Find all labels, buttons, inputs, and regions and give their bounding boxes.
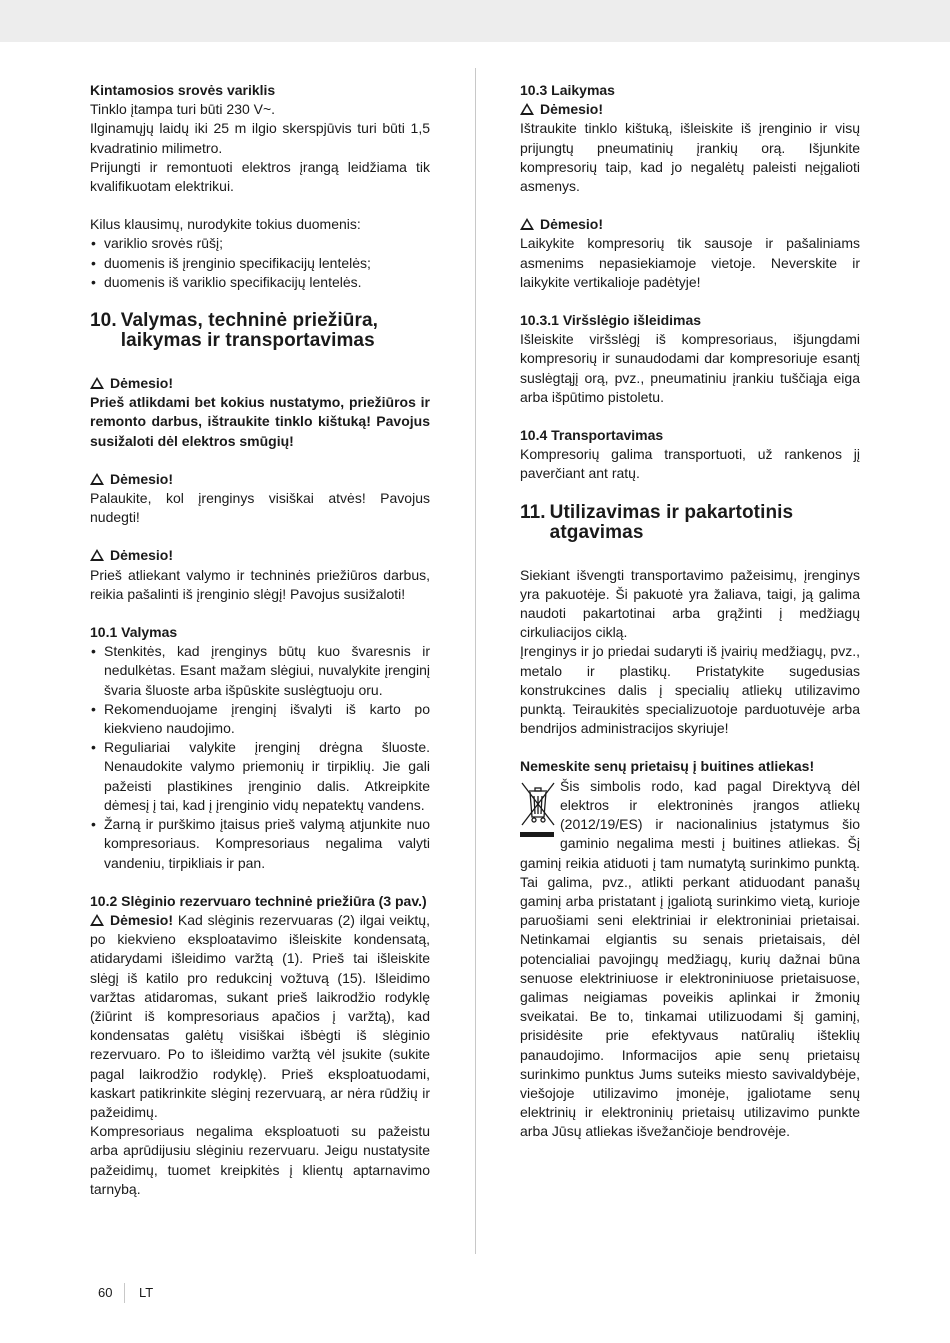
weee-text: Šis simbolis rodo, kad pagal Direktyvą dėl elektros ir elektroninės įrangos atliekų (2012/19/ES) ir nacionalinius įstatymus šio gaminio negalima mesti į buitines atliekas. Šį gaminį reikia atiduoti į tam numatytą surinkimo punktą. Tai galima, pvz., atlikti perkant atiduodant panašų gaminį arba pristatant į įgaliotą surinkimo vietą, kurioje paruošiami seni elektriniai ir elektroniniai prietaisai. Netinkamai elgiantis su senais prietaisais, dėl potencialiai pavojingų medžiagų, kurių dažnai būna senuose elektriniuose ir elektroniniuose prietaisuose, galimas neigiamas poveikis aplinkai ir žmonių sveikatai. Be to, tinkamai utilizuodami šį gaminį, prisidėsite prie efektyvaus natūralių išteklių panaudojimo. Informacijos apie senų prietaisų surinkimo punktus Jums suteiks miesto savivaldybėje, viešojoje utilizavimo įmonėje, įgaliotame senų elektrinių ir elektroninių prietaisų utilizavimo punkte arba Jūsų atliekas išvežančioje bendrovėje. bbox=[520, 777, 860, 1140]
section-11-text: Siekiant išvengti transportavimo pažeisimų, įrenginys yra pakuotėje. Ši pakuotė yra žaliava, taigi, ją galima naudoti pakartotinai arba grąžinti į medžiagų cirkuliacijos ciklą. bbox=[520, 566, 860, 641]
motor-line: Prijungti ir remontuoti elektros įrangą leidžiama tik kvalifikuotam elektrikui. bbox=[90, 158, 430, 195]
warning-label: Dėmesio! bbox=[90, 374, 430, 393]
page-footer bbox=[0, 1283, 950, 1303]
subsection-10-4-text: Kompresorių galima transportuoti, už rankenos jį paverčiant ant ratų. bbox=[520, 446, 860, 482]
list-item: • Reguliariai valykite įrenginį drėgna šluoste. Nenaudokite valymo priemonių ir tirpiklių. Jie gali pažeisti plastikines įrenginio dalis. Atkreipkite dėmesį į tai, kad į įrenginio vidų nepatektų vandens. bbox=[90, 738, 430, 815]
warning-triangle-icon bbox=[90, 549, 104, 561]
list-item: • Žarną ir purškimo įtaisus prieš valymą atjunkite nuo kompresoriaus. Kompresoriaus negalima valyti vandeniu, tirpikliais ir pan. bbox=[90, 815, 430, 873]
list-item: • duomenis iš variklio specifikacijų lentelės. bbox=[90, 273, 430, 292]
section-10-heading bbox=[90, 311, 430, 351]
section-11-heading bbox=[520, 503, 860, 543]
crossed-out-bin-icon bbox=[520, 779, 556, 839]
subsection-10-3-1-heading: 10.3.1 Viršslėgio išleidimas bbox=[520, 312, 702, 329]
warning-triangle-icon bbox=[520, 103, 534, 115]
warning-triangle-icon bbox=[90, 377, 104, 389]
section-number: 10. bbox=[90, 310, 117, 332]
warning-triangle-icon bbox=[520, 218, 534, 230]
subsection-10-3-heading: 10.3 Laikymas bbox=[520, 82, 615, 98]
warning-triangle-icon bbox=[90, 914, 104, 926]
cleaning-list bbox=[90, 642, 430, 872]
list-item: • Stenkitės, kad įrenginys būtų kuo švaresnis ir nedulkėtas. Esant mažam slėgiui, nuvalykite įrenginį švaria šluoste arba išpūskite suslėgtuoju oru. bbox=[90, 642, 430, 700]
warning-text: Ištraukite tinklo kištuką, išleiskite iš įrenginio ir visų prijungtų pneumatinių įrankių orą. Išjunkite kompresorių taip, kad jo negalėtų paleisti neįgalioti asmenys. bbox=[520, 120, 860, 195]
left-column bbox=[90, 81, 430, 1199]
questions-list bbox=[90, 234, 430, 292]
list-item: • variklio srovės rūšį; bbox=[90, 234, 430, 253]
column-divider bbox=[475, 68, 476, 1254]
warning-label: Dėmesio! bbox=[90, 470, 430, 489]
motor-line: Tinklo įtampa turi būti 230 V~. bbox=[90, 101, 276, 118]
weee-bar bbox=[520, 832, 554, 837]
subsection-10-2-text: Dėmesio! Kad slėginis rezervuaras (2) ilgai veiktų, po kiekvieno eksploatavimo išleiskite kondensatą, atidarydami išleidimo varžtą (1). Prieš tai išleiskite slėgį iš katilo pro redukcinį vožtuvą (15). Išleidimo varžtas atidaromas, sukant prieš laikrodžio rodyklę (žiūrint iš kompresoriaus apačios į varžtą), kad kondensatas galėtų visiškai išbėgti iš slėginio rezervuaro. Po to išleidimo varžtą vėl įsukite (sukite pagal laikrodžio rodyklę). Prieš eksploatuodami, kaskart patikrinkite slėginį rezervuarą, ar nėra rūdžių ir pažeidimų. bbox=[90, 911, 430, 1120]
right-column bbox=[520, 81, 860, 1142]
subsection-10-2-heading: 10.2 Slėginio rezervuaro techninė priežiūra (3 pav.) bbox=[90, 892, 427, 909]
warning-text: Palaukite, kol įrenginys visiškai atvės! Pavojus nudegti! bbox=[90, 490, 430, 526]
section-title: Utilizavimas ir pakartotinis atgavimas bbox=[549, 501, 794, 543]
motor-heading: Kintamosios srovės variklis bbox=[90, 82, 276, 98]
language-code: LT bbox=[139, 1285, 154, 1300]
warning-text: Prieš atliekant valymo ir techninės priežiūros darbus, reikia pašalinti iš įrenginio slėgį! Pavojus susižaloti! bbox=[90, 566, 430, 602]
motor-line: Ilginamųjų laidų iki 25 m ilgio skerspjūvis turi būti 1,5 kvadratinio milimetro. bbox=[90, 120, 430, 156]
warning-label: Dėmesio! bbox=[520, 215, 860, 234]
warning-label: Dėmesio! bbox=[90, 546, 430, 565]
section-11-text: Įrenginys ir jo priedai sudaryti iš įvairių medžiagų, pvz., metalo ir plastikų. Pristatykite sugedusias konstrukcines dalis į specialių atliekų utilizavimo punktą. Teiraukitės specializuotoje parduotuvėje arba bendrijos administracijos skyriuje! bbox=[520, 643, 860, 737]
page-number: 60 bbox=[98, 1285, 113, 1300]
section-number: 11. bbox=[520, 501, 546, 523]
warning-label: Dėmesio! bbox=[520, 100, 860, 119]
list-item: • duomenis iš įrenginio specifikacijų lentelės; bbox=[90, 254, 430, 273]
top-bar bbox=[0, 0, 950, 42]
warning-triangle-icon bbox=[90, 473, 104, 485]
questions-intro: Kilus klausimų, nurodykite tokius duomenis: bbox=[90, 216, 361, 233]
footer-divider bbox=[124, 1283, 125, 1303]
weee-block bbox=[520, 777, 860, 1142]
section-title: Valymas, techninė priežiūra, laikymas ir transportavimas bbox=[120, 310, 379, 352]
warning-text: Prieš atlikdami bet kokius nustatymo, priežiūros ir remonto darbus, ištraukite tinklo kištuką! Pavojus susižaloti dėl elektros smūgių! bbox=[90, 394, 430, 449]
list-item: • Rekomenduojame įrenginį išvalyti iš karto po kiekvieno naudojimo. bbox=[90, 700, 430, 738]
subsection-10-1-heading: 10.1 Valymas bbox=[90, 624, 178, 641]
weee-heading: Nemeskite senų prietaisų į buitines atliekas! bbox=[520, 758, 815, 775]
warning-text: Laikykite kompresorių tik sausoje ir pašaliniams asmenims nepasiekiamoje vietoje. Neverskite ir laikykite vertikalioje padėtyje! bbox=[520, 235, 860, 290]
subsection-10-3-1-text: Išleiskite viršslėgį iš kompresoriaus, išjungdami kompresorių ir sunaudodami dar kompresoriuje esantį suslėgtąjį orą, pvz., pneumatiniu įrankiu tuščiąja eiga arba išpūtimo pistoletu. bbox=[520, 331, 860, 405]
subsection-10-4-heading: 10.4 Transportavimas bbox=[520, 427, 664, 444]
subsection-10-2-text: Kompresoriaus negalima eksploatuoti su pažeistu arba aprūdijusiu slėginiu rezervuaru. Jeigu nustatysite pažeidimų, tuomet kreipkitės į klientų aptarnavimo tarnybą. bbox=[90, 1123, 430, 1197]
